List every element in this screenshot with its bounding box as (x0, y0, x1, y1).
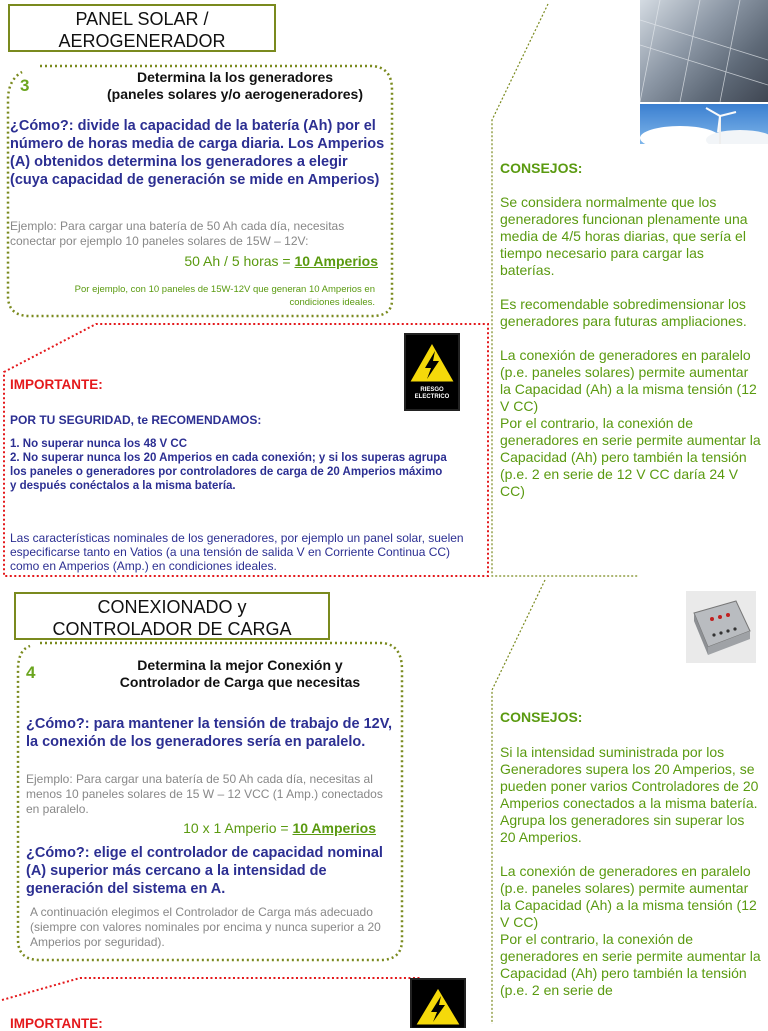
important1-subtitle: POR TU SEGURIDAD, te RECOMENDAMOS: (10, 413, 262, 427)
section2-title-line2: CONTROLADOR DE CARGA (52, 619, 292, 639)
step4-calculation (120, 820, 376, 836)
step3-example: Ejemplo: Para cargar una batería de 50 Ah cada día, necesitas conectar por ejemplo 10 paneles solares de 15W – 12V: (10, 219, 345, 248)
step4-note: A continuación elegimos el Controlador de Carga más adecuado (siempre con valores nominales por encima y nunca superior a 20 Amperios por seguridad). (30, 905, 381, 949)
step3-note (20, 283, 375, 309)
charge-controller-icon (686, 591, 756, 663)
important2-outline (2, 978, 420, 1000)
section2-title (14, 592, 330, 640)
step3-calc-result: 10 Amperios (294, 253, 378, 269)
electric-risk-sign-2 (410, 978, 466, 1028)
step3-heading-line2: (paneles solares y/o aerogeneradores) (107, 86, 363, 102)
consejos2-p1: Si la intensidad suministrada por los Generadores supera los 20 Amperios, se pueden poner varios Controladores de 20 Amperios conectados a la misma batería. Agrupa los generadores sin superar los 20 Amperios. (500, 744, 759, 845)
step3-calc-prefix: 50 Ah / 5 horas = (184, 253, 295, 269)
consejos2-title: CONSEJOS: (500, 709, 583, 725)
consejos1-p1: Se considera normalmente que los generadores funcionan plenamente una media de 4/5 horas diarias, que sería el tiempo necesario para cargar las baterías. (500, 194, 748, 278)
step4-heading-line1: Determina la mejor Conexión y (137, 657, 343, 673)
important1-item1: 1. No superar nunca los 48 V CC (10, 438, 188, 450)
step3-heading (70, 69, 400, 103)
section1-title-line2: AEROGENERADOR (58, 31, 226, 51)
charge-controller-photo (686, 591, 756, 663)
step4-calc-prefix: 10 x 1 Amperio = (183, 820, 293, 836)
sign-text-line2: ELECTRICO (414, 394, 450, 400)
electric-risk-sign (404, 333, 460, 411)
section1-title (8, 4, 276, 52)
step3-calculation (120, 253, 378, 269)
step4-heading (70, 657, 410, 691)
consejos1-p2: Es recomendable sobredimensionar los generadores para futuras ampliaciones. (500, 296, 747, 329)
step4-example: Ejemplo: Para cargar una batería de 50 Ah cada día, necesitas al menos 10 paneles solares de 15 W – 12 VCC (1 Amp.) conectados en paralelo. (26, 772, 383, 816)
important1-list (10, 437, 450, 493)
step4-heading-line2: Controlador de Carga que necesitas (119, 674, 361, 690)
wind-turbine-photo (640, 104, 768, 144)
step3-note-line2: condiciones ideales. (289, 297, 375, 308)
step4-question1: ¿Cómo?: para mantener la tensión de trabajo de 12V, la conexión de los generadores sería en paralelo. (26, 716, 393, 750)
step3-outline (8, 66, 392, 316)
step3-number: 3 (20, 76, 30, 95)
step3-question: ¿Cómo?: divide la capacidad de la batería (Ah) por el número de horas media de carga diaria. Los Amperios (A) obtenidos determina los generadores a elegir (cuya capacidad de generación se mide en Amperios) (10, 118, 385, 188)
step4-question2: ¿Cómo?: elige el controlador de capacidad nominal (A) superior más cercano a la intensidad de generación del sistema en A. (26, 845, 383, 897)
step3-heading-line1: Determina la los generadores (136, 69, 334, 85)
solar-panel-photo (640, 0, 768, 102)
solar-panel-grid-icon (640, 0, 768, 102)
important1-title: IMPORTANTE: (10, 377, 103, 392)
important1-item2: 2. No superar nunca los 20 Amperios en cada conexión; y si los superas agrupa los paneles o generadores por controladores de carga de 20 Amperios máximo y después conéctalos a la misma batería. (10, 452, 447, 492)
consejos1-p3: La conexión de generadores en paralelo (p.e. paneles solares) permite aumentar la Capacidad (Ah) a la misma tensión (12 V CC) (500, 347, 757, 414)
section2-title-line1: CONEXIONADO y (97, 597, 247, 617)
lightning-warning-icon-2 (412, 982, 464, 1028)
important2-title: IMPORTANTE: (10, 1016, 103, 1031)
consejos1-text (500, 194, 762, 517)
step3-note-line1: Por ejemplo, con 10 paneles de 15W-12V que generan 10 Amperios en (74, 284, 375, 295)
lightning-warning-icon (406, 337, 458, 387)
consejos1-p4: Por el contrario, la conexión de generadores en serie permite aumentar la Capacidad (Ah) pero también la tensión (p.e. 2 en serie de 12 V CC daría 24 V CC) (500, 415, 761, 499)
consejos1-title: CONSEJOS: (500, 160, 583, 176)
important1-note: Las características nominales de los generadores, por ejemplo un panel solar, suelen especificarse tanto en Vatios (a una tensión de salida V en Corriente Continua CC) como en Amperios (Amp.) en condiciones ideales. (10, 531, 464, 573)
step4-calc-result: 10 Amperios (292, 820, 376, 836)
wind-turbine-icon (640, 104, 768, 144)
section1-title-line1: PANEL SOLAR / (75, 9, 209, 29)
consejos2-text (500, 744, 762, 1016)
step4-number: 4 (26, 663, 36, 682)
consejos2-p2: La conexión de generadores en paralelo (p.e. paneles solares) permite aumentar la Capacidad (Ah) a la misma tensión (12 V CC) (500, 863, 757, 930)
sign-text-line1: RIESGO (420, 387, 444, 393)
consejos2-p3: Por el contrario, la conexión de generadores en serie permite aumentar la Capacidad (Ah) pero también la tensión (p.e. 2 en serie de (500, 931, 761, 998)
